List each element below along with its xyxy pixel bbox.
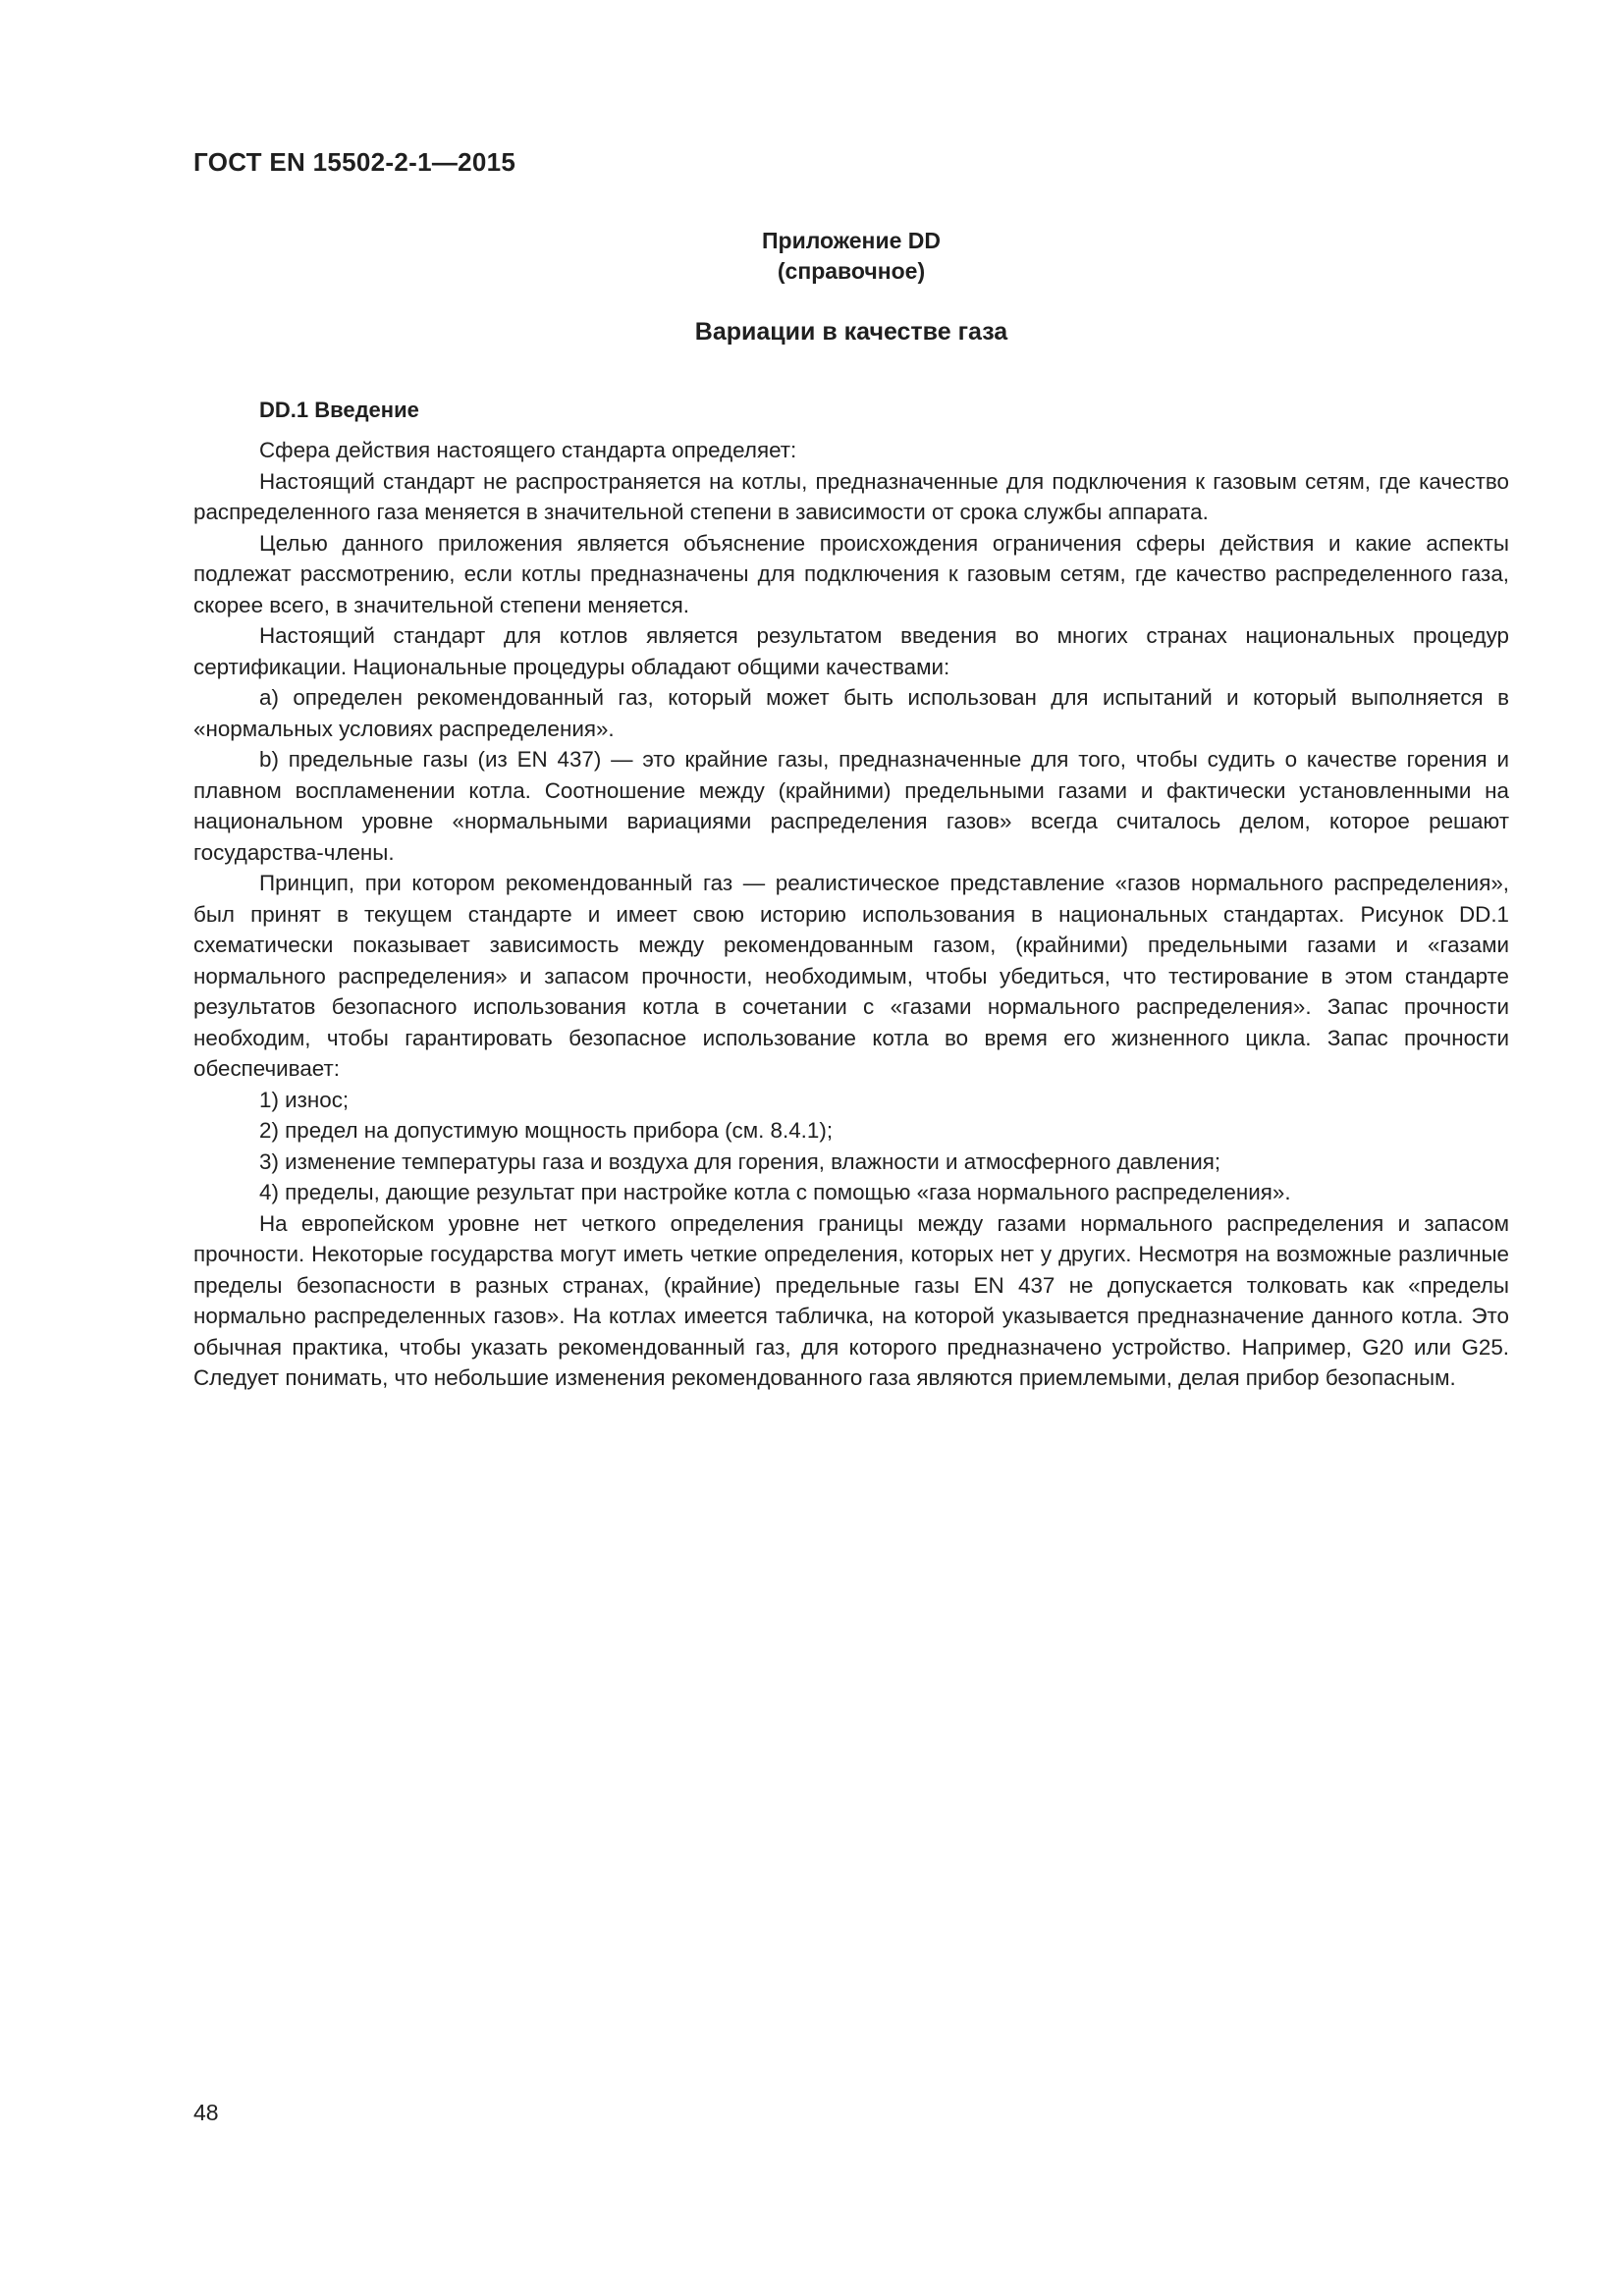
annex-title: Вариации в качестве газа [694, 318, 1008, 346]
annex-type: (справочное) [777, 258, 926, 284]
list-item-4: 4) пределы, дающие результат при настройке котла с помощью «газа нормального распределения». [259, 1180, 1291, 1204]
paragraph-annex-purpose: Целью данного приложения является объяснение происхождения ограничения сферы действия и какие аспекты подлежат рассмотрению, если котлы предназначены для подключения к газовым сетям, где качество распределенного газа, скорее всего, в значительной степени меняется. [193, 530, 1509, 617]
list-item-3: 3) изменение температуры газа и воздуха для горения, влажности и атмосферного давления; [259, 1148, 1221, 1174]
paragraph-national-procedures: Настоящий стандарт для котлов является результатом введения во многих странах национальных процедур сертификации. Национальные процедуры обладают общими качествами: [193, 623, 1509, 679]
paragraph-principle: Принцип, при котором рекомендованный газ — реалистическое представление «газов нормального распределения», был принят в текущем стандарте и имеет свою историю использования в национальных стандартах. Рисунок DD.1 схематически показывает зависимость между рекомендованным газом, (крайними) предельными газами и «газами нормального распределения» и запасом прочности, необходимым, чтобы убедиться, что тестирование в этом стандарте результатов безопасного использования котла в сочетании с «газами нормального распределения». Запас прочности необходим, чтобы гарантировать безопасное использование котла во время его жизненного цикла. Запас прочности обеспечивает: [193, 871, 1509, 1081]
section-heading: DD.1 Введение [259, 398, 419, 422]
paragraph-scope-exclusion: Настоящий стандарт не распространяется на котлы, предназначенные для подключения к газовым сетям, где качество распределенного газа меняется в значительной степени в зависимости от срока службы аппарата. [193, 468, 1509, 524]
paragraph-scope-intro: Сфера действия настоящего стандарта определяет: [259, 438, 797, 462]
paragraph-item-b: b) предельные газы (из EN 437) — это крайние газы, предназначенные для того, чтобы судить о качестве горения и плавном воспламенении котла. Соотношение между (крайними) предельными газами и фактически установленными на национальном уровне «нормальными вариациями распределения газов» всегда считалось делом, которое решают государства-члены. [193, 747, 1509, 865]
paragraph-european-level: На европейском уровне нет четкого определения границы между газами нормального распределения и запасом прочности. Некоторые государства могут иметь четкие определения, которых нет у других. Несмотря на возможные различные пределы безопасности в разных странах, (крайние) предельные газы EN 437 не допускается толковать как «пределы нормально распределенных газов». На котлах имеется табличка, на которой указывается предназначение данного котла. Это обычная практика, чтобы указать рекомендованный газ, для которого предназначено устройство. Например, G20 или G25. Следует понимать, что небольшие изменения рекомендованного газа являются приемлемыми, делая прибор безопасным. [193, 1210, 1509, 1390]
section-body [193, 435, 1509, 1394]
annex-heading: Приложение DD [761, 228, 941, 253]
paragraph-item-a: a) определен рекомендованный газ, который может быть использован для испытаний и который выполняется в «нормальных условиях распределения». [193, 685, 1509, 741]
list-item-2: 2) предел на допустимую мощность прибора (см. 8.4.1); [259, 1118, 834, 1143]
page-number: 48 [193, 2100, 219, 2125]
list-item-1: 1) износ; [259, 1087, 350, 1112]
standard-designation: ГОСТ EN 15502-2-1—2015 [193, 147, 516, 177]
